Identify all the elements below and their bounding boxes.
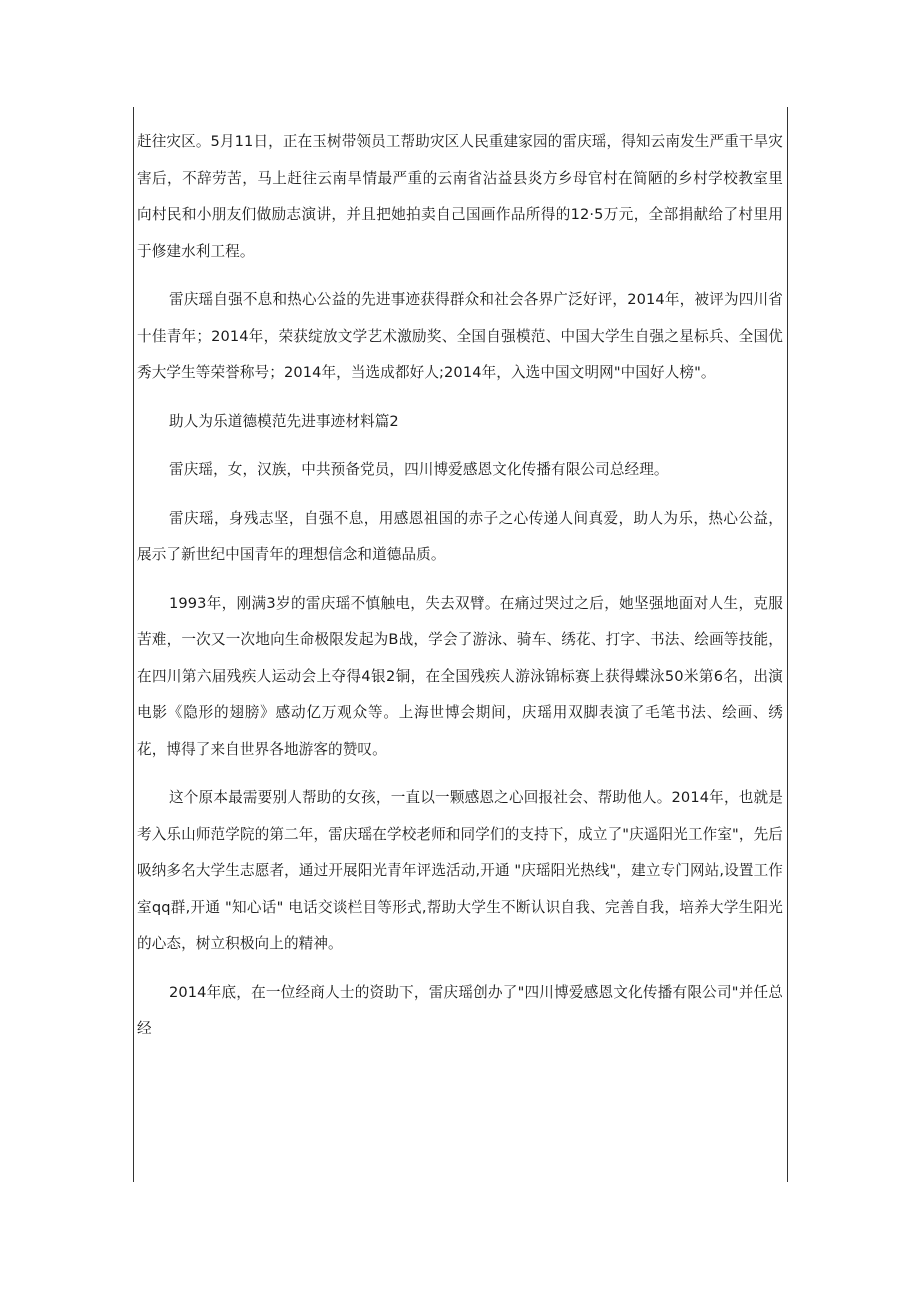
left-margin-rule — [133, 107, 134, 1182]
paragraph: 这个原本最需要别人帮助的女孩，一直以一颗感恩之心回报社会、帮助他人。2014年，也就是考入乐山师范学院的第二年，雷庆瑶在学校老师和同学们的支持下，成立了"庆遥阳光工作室"，先后吸纳多名大学生志愿者，通过开展阳光青年评选活动,开通 "庆瑶阳光热线"，建立专门网站,设置工作室qq群,开通 "知心话" 电话交谈栏目等形式,帮助大学生不断认识自我、完善自我，培养大学生阳光的心态，树立积极向上的精神。 — [137, 789, 783, 952]
document-body — [137, 124, 783, 1060]
right-margin-rule — [787, 107, 788, 1182]
paragraph: 1993年，刚满3岁的雷庆瑶不慎触电，失去双臂。在痛过哭过之后，她坚强地面对人生，克服苦难，一次又一次地向生命极限发起为B战，学会了游泳、骑车、绣花、打字、书法、绘画等技能，在四川第六届残疾人运动会上夺得4银2铜，在全国残疾人游泳锦标赛上获得蝶泳50米第6名，出演电影《隐形的翅膀》感动亿万观众等。上海世博会期间，庆瑶用双脚表演了毛笔书法、绘画、绣花，博得了来自世界各地游客的赞叹。 — [137, 594, 783, 758]
paragraph: 雷庆瑶，女，汉族，中共预备党员，四川博爱感恩文化传播有限公司总经理。 — [169, 461, 669, 478]
section-heading: 助人为乐道德模范先进事迹材料篇2 — [169, 412, 399, 430]
paragraph: 2014年底，在一位经商人士的资助下，雷庆瑶创办了"四川博爱感恩文化传播有限公司"并任总经 — [137, 983, 783, 1037]
paragraph: 雷庆瑶自强不息和热心公益的先进事迹获得群众和社会各界广泛好评，2014年，被评为四川省十佳青年；2014年，荣获绽放文学艺术激励奖、全国自强模范、中国大学生自强之星标兵、全国优秀大学生等荣誉称号；2014年，当选成都好人;2014年，入选中国文明网"中国好人榜"。 — [137, 291, 783, 381]
paragraph: 赶往灾区。5月11日，正在玉树带领员工帮助灾区人民重建家园的雷庆瑶，得知云南发生严重干旱灾害后，不辞劳苦，马上赶往云南旱情最严重的云南省沾益县炎方乡母官村在简陋的乡村学校教室里向村民和小朋友们做励志演讲，并且把她拍卖自己国画作品所得的12·5万元，全部捐献给了村里用于修建水利工程。 — [137, 133, 783, 260]
paragraph: 雷庆瑶，身残志坚，自强不息，用感恩祖国的赤子之心传递人间真爱，助人为乐，热心公益，展示了新世纪中国青年的理想信念和道德品质。 — [137, 509, 783, 563]
